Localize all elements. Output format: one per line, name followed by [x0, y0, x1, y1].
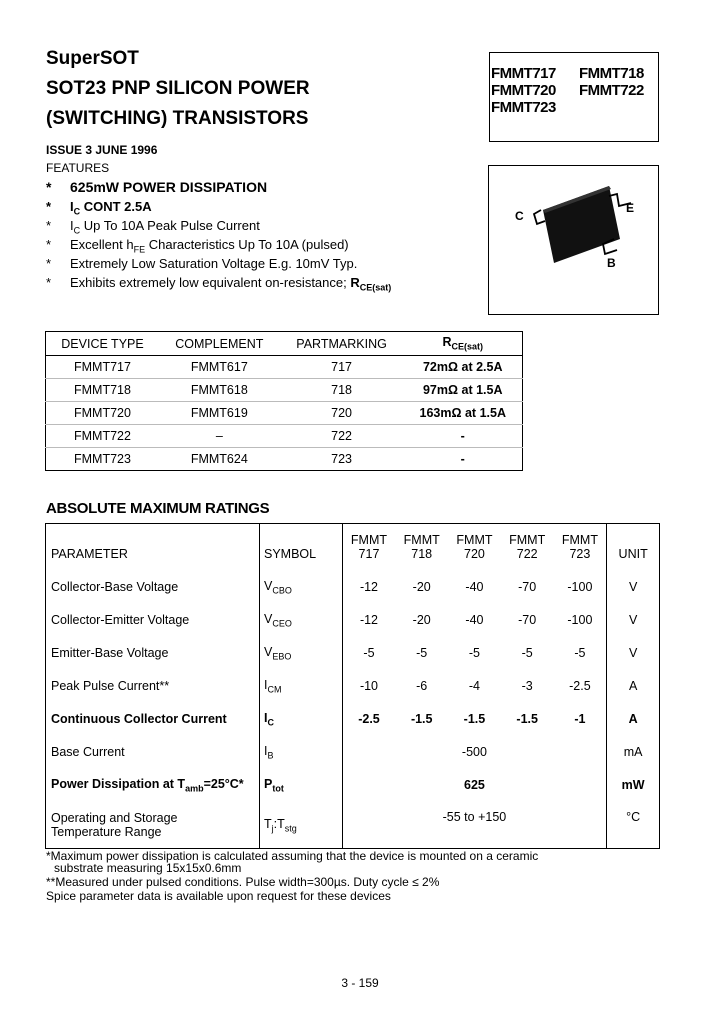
table-row [46, 356, 523, 379]
table-cell: -5 [574, 646, 586, 660]
sot23-package-icon [489, 166, 658, 314]
table-cell: Emitter-Base Voltage [46, 637, 260, 670]
table-cell: $P_{tot}$ [260, 769, 343, 802]
table-cell: -1 [574, 712, 586, 726]
table-row [46, 637, 660, 670]
table-cell: $I_B$ [260, 736, 343, 769]
table-cell: FMMT717 [46, 356, 159, 379]
table-cell: -100 [567, 613, 593, 627]
table-cell: FMMT718 [46, 379, 159, 402]
column-header: FMMT 717 [350, 533, 388, 562]
table-cell: -12 [359, 613, 379, 627]
brand-title: SuperSOT [46, 48, 139, 69]
document-title-line1: SOT23 PNP SILICON POWER [46, 78, 310, 99]
table-cell: $V_{CBO}$ [260, 571, 343, 604]
table-row [46, 448, 523, 471]
table-cell: Collector-Base Voltage [46, 571, 260, 604]
table-cell: -4 [468, 679, 480, 693]
part-number: FMMT720 [491, 82, 556, 99]
table-cell: 625 [464, 778, 485, 792]
table-cell: FMMT722 [46, 425, 159, 448]
table-cell: FMMT617 [159, 356, 280, 379]
table-cell: 717 [280, 356, 404, 379]
pin-label-emitter: E [626, 201, 635, 215]
table-cell: -12 [359, 580, 379, 594]
table-cell: -500 [461, 745, 487, 759]
part-number: FMMT718 [579, 65, 644, 82]
table-row [46, 802, 660, 849]
table-cell: Collector-Emitter Voltage [46, 604, 260, 637]
table-cell: -100 [567, 580, 593, 594]
table-cell: $T_j:T_{stg}$ [260, 802, 343, 849]
table-cell: -1.5 [463, 712, 486, 726]
table-cell: Operating and Storage Temperature Range [46, 802, 260, 849]
table-cell: -1.5 [516, 712, 538, 726]
table-cell: FMMT624 [159, 448, 280, 471]
page-number: 3 - 159 [341, 976, 379, 990]
column-header: UNIT [607, 524, 660, 571]
table-cell: FMMT720 [46, 402, 159, 425]
column-header: $R_{CE(sat)}$ [404, 332, 523, 356]
footnote: Spice parameter data is available upon request for these devices [46, 889, 391, 903]
table-cell: -3 [521, 679, 533, 693]
table-cell: -20 [412, 613, 431, 627]
table-cell: -5 [521, 646, 533, 660]
table-cell: 163mΩ at 1.5A [404, 402, 523, 425]
table-cell: FMMT619 [159, 402, 280, 425]
table-cell: -10 [359, 679, 379, 693]
table-cell: A [607, 703, 660, 736]
column-header: FMMT 720 [456, 533, 493, 562]
table-cell: 72mΩ at 2.5A [404, 356, 523, 379]
table-cell: $V_{CEO}$ [260, 604, 343, 637]
table-cell: – [159, 425, 280, 448]
column-header: DEVICE TYPE [46, 332, 159, 356]
table-cell: -2.5 [569, 679, 591, 693]
footnote: substrate measuring 15x15x0.6mm [54, 861, 242, 875]
table-cell: 720 [280, 402, 404, 425]
table-header-row [46, 524, 660, 571]
feature-item: * Exhibits extremely low equivalent on-resistance; $R_{CE(sat)}$ [46, 275, 392, 293]
table-row [46, 736, 660, 769]
issue-date: ISSUE 3 JUNE 1996 [46, 143, 158, 157]
column-header: FMMT 722 [509, 533, 546, 562]
part-number: FMMT717 [491, 65, 556, 82]
table-cell: - [404, 448, 523, 471]
table-cell: Peak Pulse Current** [46, 670, 260, 703]
table-cell: 97mΩ at 1.5A [404, 379, 523, 402]
table-row [46, 769, 660, 802]
table-cell: -1.5 [410, 712, 433, 726]
table-cell: -5 [363, 646, 375, 660]
table-cell: - [404, 425, 523, 448]
footnote: **Measured under pulsed conditions. Pulse width=300µs. Duty cycle ≤ 2% [46, 875, 440, 889]
table-row [46, 425, 523, 448]
ratings-table [45, 523, 660, 849]
table-cell: $I_{CM}$ [260, 670, 343, 703]
footnote: *Maximum power dissipation is calculated assuming that the device is mounted on a ceramic [46, 849, 539, 863]
table-cell: -20 [412, 580, 431, 594]
package-drawing-box [488, 165, 659, 315]
part-number: FMMT723 [491, 99, 556, 116]
table-cell: -2.5 [358, 712, 380, 726]
column-header: FMMT 718 [403, 533, 440, 562]
table-cell: $I_C$ [260, 703, 343, 736]
column-header: FMMT 723 [561, 533, 598, 562]
table-cell: A [607, 670, 660, 703]
table-row [46, 402, 523, 425]
table-cell: -5 [416, 646, 428, 660]
table-cell: -70 [518, 580, 537, 594]
features-heading: FEATURES [46, 161, 110, 175]
table-cell: Base Current [46, 736, 260, 769]
table-row [46, 670, 660, 703]
table-cell: V [607, 571, 660, 604]
table-cell: FMMT723 [46, 448, 159, 471]
part-number-box [489, 52, 659, 142]
table-cell: $V_{EBO}$ [260, 637, 343, 670]
table-cell: -40 [465, 613, 484, 627]
table-row [46, 604, 660, 637]
table-cell: 718 [280, 379, 404, 402]
table-cell: -70 [518, 613, 537, 627]
table-cell: °C [607, 802, 660, 849]
table-cell: mW [607, 769, 660, 802]
feature-item: * Excellent $h_{FE}$ Characteristics Up To 10A (pulsed) [46, 237, 349, 255]
table-cell: V [607, 637, 660, 670]
device-table [45, 331, 523, 471]
table-cell: 722 [280, 425, 404, 448]
column-header: COMPLEMENT [159, 332, 280, 356]
column-header: SYMBOL [260, 524, 343, 571]
table-cell: -5 [468, 646, 480, 660]
ratings-title: ABSOLUTE MAXIMUM RATINGS [46, 500, 270, 517]
table-cell: FMMT618 [159, 379, 280, 402]
table-cell: Power Dissipation at $T_{amb}=25^\circ C*$ [46, 769, 260, 802]
table-row [46, 703, 660, 736]
table-cell: -6 [416, 679, 428, 693]
footnotes [46, 850, 686, 902]
table-row [46, 379, 523, 402]
pin-label-base: B [607, 256, 616, 270]
feature-item: * Extremely Low Saturation Voltage E.g. 10mV Typ. [46, 256, 358, 271]
table-cell: Continuous Collector Current [46, 703, 260, 736]
table-row [46, 571, 660, 604]
table-cell: mA [607, 736, 660, 769]
pin-label-collector: C [515, 209, 524, 223]
document-title-line2: (SWITCHING) TRANSISTORS [46, 108, 309, 129]
feature-item: * $I_C$ Up To 10A Peak Pulse Current [46, 218, 260, 236]
table-header-row [46, 332, 523, 356]
table-cell: -55 to +150 [442, 809, 507, 824]
part-number: FMMT722 [579, 82, 644, 99]
table-cell: V [607, 604, 660, 637]
table-cell: -40 [465, 580, 484, 594]
feature-item: * 625mW POWER DISSIPATION [46, 179, 268, 195]
column-header: PARTMARKING [280, 332, 404, 356]
table-cell: 723 [280, 448, 404, 471]
column-header: PARAMETER [46, 524, 260, 571]
feature-item: * $I_C$ CONT 2.5A [46, 199, 152, 217]
